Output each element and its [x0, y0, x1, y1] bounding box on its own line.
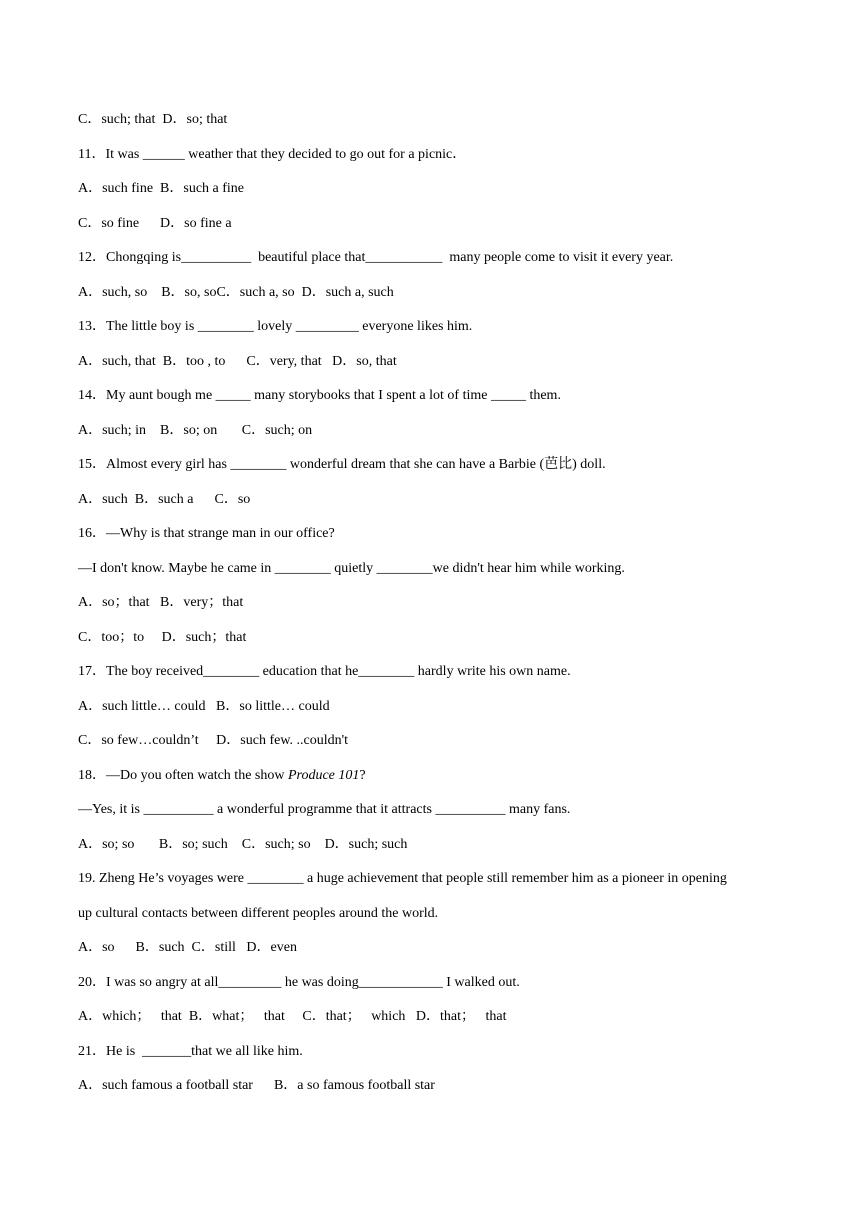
q16-question: 16．—Why is that strange man in our office?	[78, 526, 335, 541]
q18-response: —Yes, it is __________ a wonderful programme that it attracts __________ many fans.	[78, 802, 571, 817]
q21-options-ab: A．such famous a football star B．a so famous football star	[78, 1078, 435, 1093]
q19-question-cont: up cultural contacts between different peoples around the world.	[78, 906, 439, 921]
q15-options: A．such B．such a C．so	[78, 492, 251, 507]
q16-options-ab: A．so；that B．very；that	[78, 595, 244, 610]
q12-options: A．such, so B．so, soC．such a, so D．such a, such	[78, 285, 394, 300]
q13-options: A．such, that B．too , to C．very, that D．so, that	[78, 354, 397, 369]
q14-options: A．such; in B．so; on C．such; on	[78, 423, 313, 438]
q11-options-cd: C．so fine D．so fine a	[78, 216, 232, 231]
q10-options-cd: C．such; that D．so; that	[78, 112, 228, 127]
q20-options: A．which； that B．what； that C．that； which D．that； that	[78, 1009, 507, 1024]
q18-question	[78, 766, 366, 786]
q18-prefix: 18．—Do you often watch the show	[78, 768, 288, 783]
q17-question: 17．The boy received________ education that he________ hardly write his own name.	[78, 664, 571, 679]
q18-options: A．so; so B．so; such C．such; so D．such; such	[78, 837, 408, 852]
q18-suffix: ?	[359, 768, 366, 783]
q11-options-ab: A．such fine B．such a fine	[78, 181, 245, 196]
q21-question: 21．He is _______that we all like him.	[78, 1044, 303, 1059]
q17-options-ab: A．such little… could B．so little… could	[78, 699, 330, 714]
q12-question: 12．Chongqing is__________ beautiful place that___________ many people come to visit it every year.	[78, 250, 674, 265]
q15-question: 15．Almost every girl has ________ wonderful dream that she can have a Barbie (芭比) doll.	[78, 457, 606, 472]
q16-response: —I don't know. Maybe he came in ________ quietly ________we didn't hear him while working.	[78, 561, 625, 576]
q19-question: 19. Zheng He’s voyages were ________ a huge achievement that people still remember him as a pioneer in opening	[78, 871, 727, 886]
q16-options-cd: C．too；to D．such；that	[78, 630, 247, 645]
q18-show-name: Produce 101	[287, 768, 360, 783]
q19-options: A．so B．such C．still D．even	[78, 940, 297, 955]
q20-question: 20．I was so angry at all_________ he was doing____________ I walked out.	[78, 975, 520, 990]
q14-question: 14．My aunt bough me _____ many storybooks that I spent a lot of time _____ them.	[78, 388, 561, 403]
q17-options-cd: C．so few…couldn’t D．such few. ..couldn't	[78, 733, 349, 748]
q11-question: 11．It was ______ weather that they decided to go out for a picnic．	[78, 147, 467, 162]
q13-question: 13．The little boy is ________ lovely _________ everyone likes him.	[78, 319, 473, 334]
